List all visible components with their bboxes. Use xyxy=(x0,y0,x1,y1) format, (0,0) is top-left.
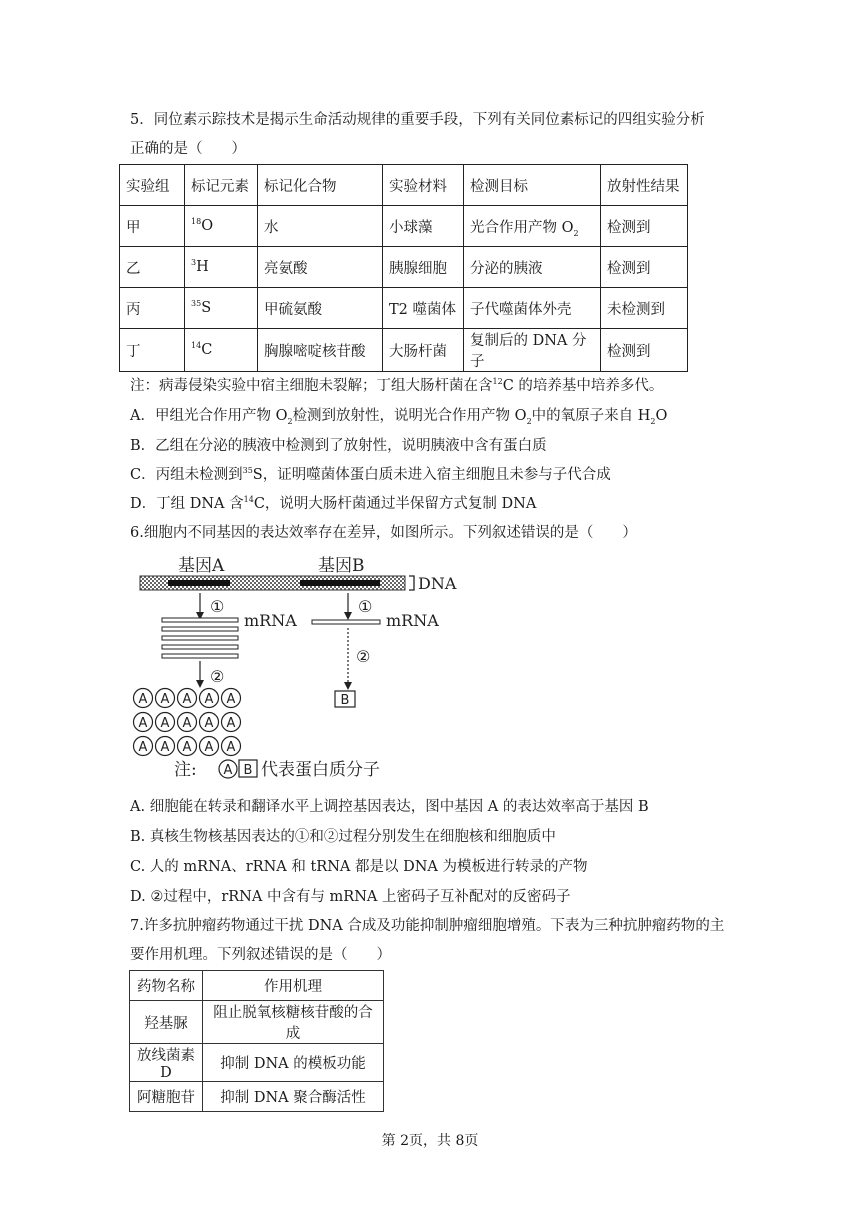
element-symbol: C xyxy=(201,342,213,358)
target-cell xyxy=(464,329,601,372)
result-cell: 未检测到 xyxy=(601,288,688,329)
mass-number: 18 xyxy=(191,217,202,227)
note-text: 注：病毒侵染实验中宿主细胞未裂解；丁组大肠杆菌在含 xyxy=(130,378,493,394)
protein-a-letter: A xyxy=(160,740,170,755)
protein-a-letter: A xyxy=(138,716,148,731)
element-symbol: O xyxy=(201,218,214,234)
drug-name-cell: 羟基脲 xyxy=(130,1001,203,1044)
mechanism-cell: 抑制 DNA 聚合酶活性 xyxy=(203,1082,384,1112)
q6-option-d: D. ②过程中，rRNA 中含有与 mRNA 上密码子互补配对的反密码子 xyxy=(130,889,571,905)
note-text: C 的培养基中培养多代。 xyxy=(502,378,664,394)
subscript: 2 xyxy=(650,416,656,426)
gene-b-label: 基因B xyxy=(318,556,365,576)
mass-number: 3 xyxy=(191,258,197,268)
gene-a-region xyxy=(168,580,230,586)
option-text: C，说明大肠杆菌通过半保留方式复制 DNA xyxy=(253,496,537,512)
protein-a-letter: A xyxy=(182,740,192,755)
target-cell xyxy=(464,288,601,329)
table-row xyxy=(120,247,688,288)
protein-a-letter: A xyxy=(226,740,236,755)
q7-stem-line1: 7.许多抗肿瘤药物通过干扰 DNA 合成及功能抑制肿瘤细胞增殖。下表为三种抗肿瘤药物的主 xyxy=(130,918,725,934)
option-text: 检测到放射性，说明光合作用产物 O xyxy=(292,408,527,424)
protein-a-letter: A xyxy=(204,692,214,707)
q6-stem: 6.细胞内不同基因的表达效率存在差异，如图所示。下列叙述错误的是（ ） xyxy=(130,525,637,541)
drug-name-cell: 放线菌素 D xyxy=(130,1044,203,1082)
result-cell: 检测到 xyxy=(601,206,688,247)
legend-prefix: 注: xyxy=(174,760,197,780)
mechanism-cell: 抑制 DNA 的模板功能 xyxy=(203,1044,384,1082)
table-row xyxy=(130,1001,384,1044)
protein-a-letter: A xyxy=(182,692,192,707)
element-cell xyxy=(185,288,258,329)
protein-a-letter: A xyxy=(204,740,214,755)
table-row xyxy=(120,329,688,372)
protein-a-letter: A xyxy=(182,716,192,731)
protein-b-letter: B xyxy=(340,693,350,708)
element-cell xyxy=(185,329,258,372)
legend-protein-a-letter: A xyxy=(223,763,233,778)
element-cell xyxy=(185,206,258,247)
group-cell: 乙 xyxy=(120,247,185,288)
q7-drug-table xyxy=(129,970,384,1112)
step1-label-b: ① xyxy=(358,597,373,616)
header-cell: 实验组 xyxy=(120,165,185,206)
target-text: 复制后的 DNA 分子 xyxy=(470,333,587,370)
compound-cell: 亮氨酸 xyxy=(258,247,383,288)
table-row xyxy=(120,206,688,247)
header-cell: 标记元素 xyxy=(185,165,258,206)
subscript: 2 xyxy=(287,416,293,426)
protein-a-letter: A xyxy=(138,740,148,755)
q6-option-b: B. 真核生物核基因表达的①和②过程分别发生在细胞核和细胞质中 xyxy=(130,829,556,845)
mass-number: 14 xyxy=(243,495,254,505)
table-row xyxy=(130,1044,384,1082)
table-header-row xyxy=(130,971,384,1001)
material-cell: 大肠杆菌 xyxy=(383,329,464,372)
q5-option-d xyxy=(130,494,536,514)
material-cell: 小球藻 xyxy=(383,206,464,247)
q5-option-c xyxy=(130,465,611,485)
header-cell: 实验材料 xyxy=(383,165,464,206)
step2-label-b: ② xyxy=(356,647,371,666)
dna-bracket xyxy=(409,576,414,590)
protein-a-grid xyxy=(134,689,241,756)
group-cell: 丁 xyxy=(120,329,185,372)
option-text: S，证明噬菌体蛋白质未进入宿主细胞且未参与子代合成 xyxy=(252,467,611,483)
material-cell: 胰腺细胞 xyxy=(383,247,464,288)
subscript: 2 xyxy=(526,416,532,426)
mrna-b xyxy=(312,620,380,624)
protein-a-letter: A xyxy=(160,692,170,707)
compound-cell: 水 xyxy=(258,206,383,247)
page-footer: 第 2页，共 8页 xyxy=(381,1133,479,1149)
q5-stem-line1: 5．同位素示踪技术是揭示生命活动规律的重要手段，下列有关同位素标记的四组实验分析 xyxy=(130,112,705,128)
result-cell: 检测到 xyxy=(601,329,688,372)
table-row xyxy=(120,288,688,329)
protein-a-letter: A xyxy=(204,716,214,731)
header-cell: 标记化合物 xyxy=(258,165,383,206)
protein-a-letter: A xyxy=(226,692,236,707)
compound-cell: 胸腺嘧啶核苷酸 xyxy=(258,329,383,372)
q7-stem-line2: 要作用机理。下列叙述错误的是（ ） xyxy=(130,947,391,963)
header-cell: 药物名称 xyxy=(130,971,203,1001)
q6-option-a: A. 细胞能在转录和翻译水平上调控基因表达，图中基因 A 的表达效率高于基因 B xyxy=(130,799,649,815)
mrna-label-b: mRNA xyxy=(386,611,439,630)
dna-label: DNA xyxy=(418,574,457,593)
target-cell xyxy=(464,247,601,288)
protein-a-letter: A xyxy=(160,716,170,731)
group-cell: 甲 xyxy=(120,206,185,247)
step2-label-a: ② xyxy=(210,667,225,686)
compound-cell: 甲硫氨酸 xyxy=(258,288,383,329)
q5-note xyxy=(130,376,663,396)
option-text: 中的氧原子来自 H xyxy=(531,408,651,424)
header-cell: 检测目标 xyxy=(464,165,601,206)
target-text: 分泌的胰液 xyxy=(470,260,543,277)
mechanism-cell: 阻止脱氧核糖核苷酸的合成 xyxy=(203,1001,384,1044)
mass-number: 12 xyxy=(492,377,503,387)
legend-protein-b-letter: B xyxy=(243,763,253,778)
option-text: O xyxy=(655,408,668,424)
mass-number: 35 xyxy=(191,299,202,309)
target-cell xyxy=(464,206,601,247)
option-text: C．丙组未检测到 xyxy=(130,467,243,483)
target-text: 子代噬菌体外壳 xyxy=(470,301,572,318)
q5-option-a xyxy=(130,406,667,426)
q5-stem-line2: 正确的是（ ） xyxy=(130,141,246,157)
group-cell: 丙 xyxy=(120,288,185,329)
protein-a-letter: A xyxy=(138,692,148,707)
gene-a-label: 基因A xyxy=(178,556,225,576)
element-symbol: H xyxy=(196,259,209,275)
mass-number: 35 xyxy=(242,466,253,476)
step1-label-a: ① xyxy=(210,597,225,616)
element-symbol: S xyxy=(201,300,212,316)
table-row xyxy=(130,1082,384,1112)
gene-b-region xyxy=(300,580,380,586)
mrna-stack-a xyxy=(162,618,238,658)
option-text: D．丁组 DNA 含 xyxy=(130,496,244,512)
q6-option-c: C. 人的 mRNA、rRNA 和 tRNA 都是以 DNA 为模板进行转录的产物 xyxy=(130,859,588,875)
element-cell xyxy=(185,247,258,288)
gene-expression-diagram xyxy=(130,550,470,790)
mrna-label-a: mRNA xyxy=(244,611,297,630)
protein-a-letter: A xyxy=(226,716,236,731)
mass-number: 14 xyxy=(191,341,202,351)
option-text: A．甲组光合作用产物 O xyxy=(130,408,288,424)
q5-isotope-table xyxy=(119,164,688,372)
header-cell: 作用机理 xyxy=(203,971,384,1001)
material-cell: T2 噬菌体 xyxy=(383,288,464,329)
legend-text: 代表蛋白质分子 xyxy=(261,760,380,780)
result-cell: 检测到 xyxy=(601,247,688,288)
target-text: 光合作用产物 O xyxy=(470,219,574,236)
table-header-row xyxy=(120,165,688,206)
subscript: 2 xyxy=(573,228,579,238)
header-cell: 放射性结果 xyxy=(601,165,688,206)
drug-name-cell: 阿糖胞苷 xyxy=(130,1082,203,1112)
q5-option-b: B．乙组在分泌的胰液中检测到了放射性，说明胰液中含有蛋白质 xyxy=(130,438,547,454)
